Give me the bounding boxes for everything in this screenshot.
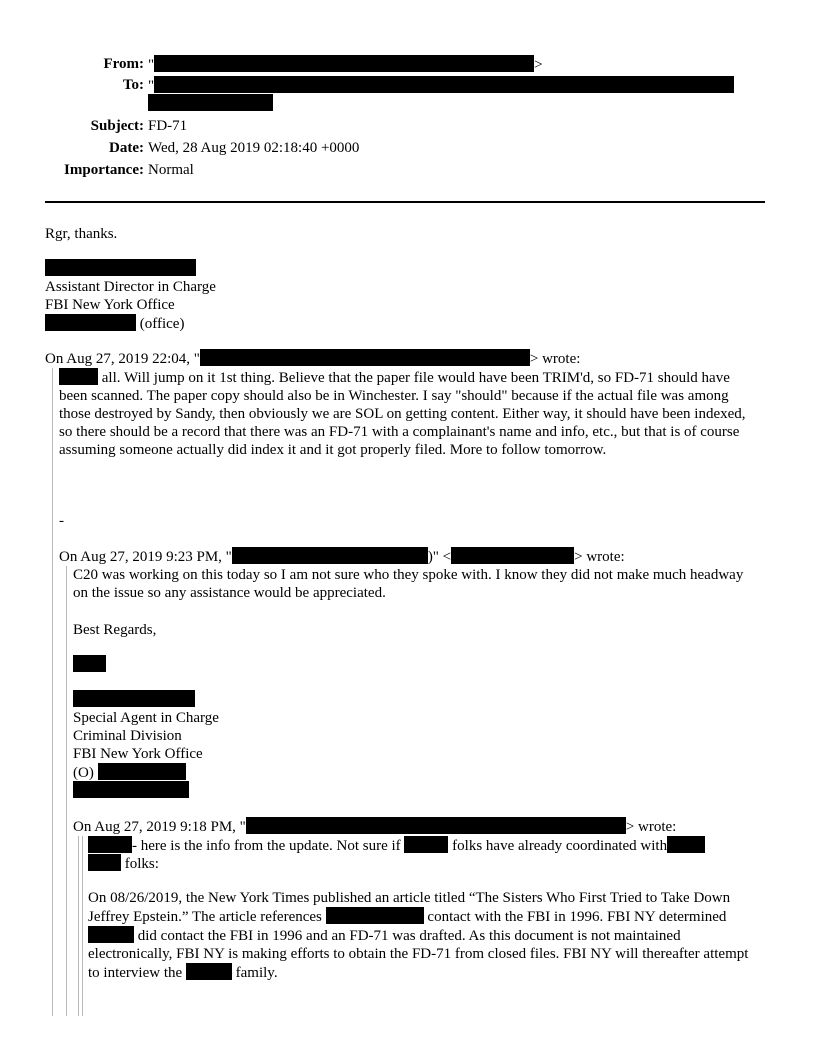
quote3-line1: - here is the info from the update. Not sure if folks have already coordinated with xyxy=(88,836,705,855)
redaction xyxy=(404,836,448,853)
quote2-initials xyxy=(73,655,106,674)
quote3-bar-outer xyxy=(78,836,79,1016)
quote1-bar xyxy=(52,368,53,1016)
redaction xyxy=(200,349,530,366)
from-value: " > xyxy=(148,57,543,73)
redaction xyxy=(326,907,424,924)
redaction xyxy=(154,55,534,72)
importance-label: Importance: xyxy=(64,162,144,178)
quote2-closing: Best Regards, xyxy=(73,622,157,638)
redaction xyxy=(88,926,134,943)
greeting: Rgr, thanks. xyxy=(45,226,118,242)
quote1-text: all. Will jump on it 1st thing. Believe that the paper file would have been TRIM'd, so FD-71 should have been scanned. The paper copy should also be in Winchester. I say "should" because if the actual file was among those destroyed by Sandy, then obviously we are SOL on getting content. Either way, it should have been indexed, so there should be a record that there was an FD-71 with a complainant's name and info, etc., but that is of course assuming someone actually did index it and it got properly filed. More to follow tomorrow. xyxy=(59,370,746,458)
redaction xyxy=(45,259,196,276)
redaction xyxy=(667,836,705,853)
quote2-sig-title: Special Agent in Charge xyxy=(73,710,219,726)
quote1-dash: - xyxy=(59,513,64,529)
redaction xyxy=(88,854,121,871)
redaction xyxy=(154,76,734,93)
quote2-sig-division: Criminal Division xyxy=(73,728,182,744)
quote3-header: On Aug 27, 2019 9:18 PM, " > wrote: xyxy=(73,819,677,835)
redaction xyxy=(451,547,574,564)
from-label: From: xyxy=(103,56,144,72)
date-label: Date: xyxy=(109,140,144,156)
subject-label: Subject: xyxy=(90,118,144,134)
redaction xyxy=(73,655,106,672)
redaction xyxy=(246,817,626,834)
quote3-bar-inner xyxy=(82,836,83,1016)
importance-value: Normal xyxy=(148,162,194,178)
redaction xyxy=(88,836,132,853)
redaction xyxy=(45,314,136,331)
quote2-header: On Aug 27, 2019 9:23 PM, " )" < > wrote: xyxy=(59,549,625,565)
quote3-line2: folks: xyxy=(88,854,159,873)
to-value-cont xyxy=(148,94,273,113)
quote3-paragraph: On 08/26/2019, the New York Times published an article titled “The Sisters Who First Tried to Take Down Jeffrey Epstein.” The article references contact with the FBI in 1996. FBI NY determined did contact the FBI in 1996 and an FD-71 was drafted. As this document is not maintained electronically, FBI NY is making efforts to obtain the FD-71 from closed files. FBI NY will thereafter attempt to interview the family. xyxy=(88,890,749,981)
quote2-sig-name xyxy=(73,690,195,709)
subject-value: FD-71 xyxy=(148,118,188,134)
redaction xyxy=(73,781,189,798)
to-value: " xyxy=(148,76,734,95)
header-divider xyxy=(45,201,765,203)
sig-title: Assistant Director in Charge xyxy=(45,279,216,295)
redaction xyxy=(59,368,98,385)
quote2-sig-office: FBI New York Office xyxy=(73,746,203,762)
quote2-sig-extra xyxy=(73,781,189,800)
quote2-bar xyxy=(66,566,67,1016)
quote1-header: On Aug 27, 2019 22:04, " > wrote: xyxy=(45,351,581,367)
sig-phone: (office) xyxy=(45,314,184,333)
to-label: To: xyxy=(122,77,144,93)
redaction xyxy=(186,963,232,980)
sig-name xyxy=(45,259,196,278)
date-value: Wed, 28 Aug 2019 02:18:40 +0000 xyxy=(148,140,360,156)
redaction xyxy=(98,763,186,780)
redaction xyxy=(73,690,195,707)
quote2-text: C20 was working on this today so I am not sure who they spoke with. I know they did not make much headway on the issue so any assistance would be appreciated. xyxy=(73,567,744,601)
redaction xyxy=(232,547,428,564)
quote2-sig-phone: (O) xyxy=(73,763,186,782)
redaction xyxy=(148,94,273,111)
sig-office: FBI New York Office xyxy=(45,297,175,313)
